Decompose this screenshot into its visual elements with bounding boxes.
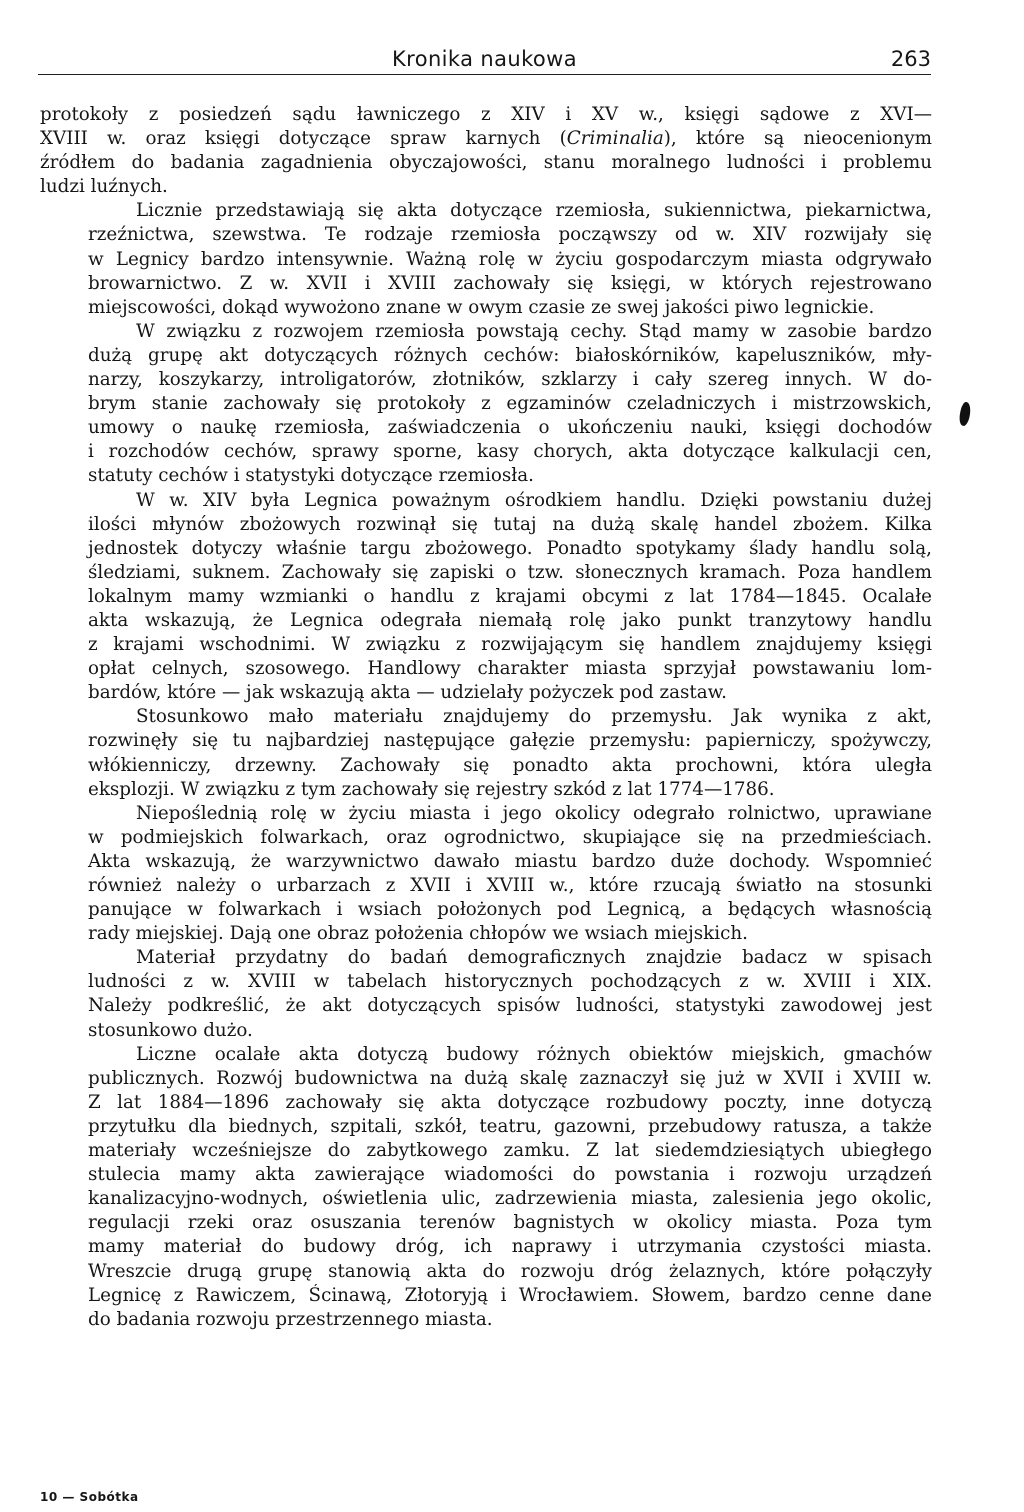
text-line: regulacji rzeki oraz osuszania terenów bagnistych w okolicy miasta. Poza tym [88,1212,932,1234]
paragraph [40,1043,932,1332]
text-line: Licznie przedstawiają się akta dotyczące rzemiosła, sukiennictwa, piekarnictwa, [136,200,932,222]
margin-ink-mark [958,401,973,427]
header-rule [38,74,931,75]
text-line: materiały wcześniejsze do zabytkowego zamku. Z lat siedemdziesiątych ubiegłego [88,1140,932,1162]
text-line: statuty cechów i statystyki dotyczące rzemiosła. [88,465,534,487]
paragraph [40,320,932,489]
paragraph [40,199,932,319]
text-line: opłat celnych, szosowego. Handlowy charakter miasta sprzyjał powstawaniu lom- [88,658,932,680]
text-line: lokalnym mamy wzmianki o handlu z krajami obcymi z lat 1784—1845. Ocalałe [88,585,932,607]
page-number: 263 [890,47,931,71]
text-line: rzeźnictwa, szewstwa. Te rodzaje rzemiosła począwszy od w. XIV rozwijały się [88,224,932,246]
text-line: jednostek dotyczy właśnie targu zbożowego. Ponadto spotykamy ślady handlu solą, [88,537,932,559]
text-line: Wreszcie drugą grupę stanowią akta do rozwoju dróg żelaznych, które połączyły [88,1260,932,1282]
text-line: Z lat 1884—1896 zachowały się akta dotyczące rozbudowy poczty, inne dotyczą [88,1091,932,1113]
text-line: akta wskazują, że Legnica odegrała niemałą rolę jako punkt tranzytowy handlu [88,609,932,631]
text-line: w Legnicy bardzo intensywnie. Ważną rolę w życiu gospodarczym miasta odgrywało [88,248,932,270]
text-line: ludzi luźnych. [40,176,168,198]
text-line: W w. XIV była Legnica poważnym ośrodkiem handlu. Dzięki powstaniu dużej [136,489,932,511]
text-line: protokoły z posiedzeń sądu ławniczego z XIV i XV w., księgi sądowe z XVI— [40,104,932,125]
running-title: Kronika naukowa [391,47,578,71]
text-line: śledziami, suknem. Zachowały się zapiski o tzw. słonecznych kramach. Poza handlem [88,561,932,583]
text-line: miejscowości, dokąd wywożono znane w owym czasie ze swej jakości piwo legnickie. [88,296,875,318]
text-line: Stosunkowo mało materiału znajdujemy do przemysłu. Jak wynika z akt, [136,706,932,728]
text-line: Niepoślednią rolę w życiu miasta i jego okolicy odegrało rolnictwo, uprawiane [136,802,932,824]
text-line: włókienniczy, drzewny. Zachowały się ponadto akta prochowni, która uległa [88,754,932,776]
text-line: eksplozji. W związku z tym zachowały się rejestry szkód z lat 1774—1786. [88,778,775,800]
text-line: również należy o urbarzach z XVII i XVIII w., które rzucają światło na stosunki [88,875,932,896]
text-line: rozwinęły się tu najbardziej następujące gałęzie przemysłu: papierniczy, spożywczy, [88,730,932,752]
signature-mark: 10 — Sobótka [40,1490,139,1504]
text-line: W związku z rozwojem rzemiosła powstają cechy. Stąd mamy w zasobie bardzo [136,320,932,342]
paragraph [40,802,932,947]
paragraph [40,489,932,706]
text-line: narzy, koszykarzy, introligatorów, złotników, szklarzy i cały szereg innych. W do- [88,369,932,391]
text-line: do badania rozwoju przestrzennego miasta. [88,1308,493,1330]
text-line: panujące w folwarkach i wsiach położonych pod Legnicą, a będących własnością [88,899,932,921]
text-line: browarnictwo. Z w. XVII i XVIII zachowały się księgi, w których rejestrowano [88,272,932,294]
text-line: stulecia mamy akta zawierające wiadomości do powstania i rozwoju urządzeń [88,1164,932,1186]
text-line: kanalizacyjno-wodnych, oświetlenia ulic, zadrzewienia miasta, zalesienia jego okolic, [88,1188,932,1210]
text-line: brym stanie zachowały się protokoły z egzaminów czeladniczych i mistrzowskich, [88,393,932,415]
text-line: Materiał przydatny do badań demograficznych znajdzie badacz w spisach [136,947,932,969]
latin-term: Criminalia [566,128,664,150]
paragraph [40,946,932,1042]
text-line: bardów, które — jak wskazują akta — udzielały pożyczek pod zastaw. [88,682,727,704]
text-line: dużą grupę akt dotyczących różnych cechów: białoskórników, kapeluszników, mły- [88,344,932,366]
text-line: stosunkowo dużo. [88,1019,253,1041]
text-line: Akta wskazują, że warzywnictwo dawało miastu bardzo duże dochody. Wspomnieć [88,850,932,872]
paragraph [40,705,932,801]
text-line: Legnicę z Rawiczem, Ścinawą, Złotoryją i Wrocławiem. Słowem, bardzo cenne dane [88,1284,932,1306]
text-line: ludności z w. XVIII w tabelach historycznych pochodzących z w. XVIII i XIX. [88,971,932,993]
text-line: ilości młynów zbożowych rozwinął się tutaj na dużą skalę handel zbożem. Kilka [88,513,932,535]
text-line: w podmiejskich folwarkach, oraz ogrodnictwo, skupiające się na przedmieściach. [88,826,932,848]
text-line: rady miejskiej. Dają one obraz położenia chłopów we wsiach miejskich. [88,923,748,945]
text-line: publicznych. Rozwój budownictwa na dużą skalę zaznaczył się już w XVII i XVIII w. [88,1067,932,1089]
text-line: XVIII w. oraz księgi dotyczące spraw karnych (Criminalia), które są nieocenionym [40,128,932,150]
text-line: przytułku dla biednych, szpitali, szkół, teatru, gazowni, przebudowy ratusza, a także [88,1115,932,1137]
text-line: mamy materiał do budowy dróg, ich naprawy i utrzymania czystości miasta. [88,1236,932,1258]
text-line: i rozchodów cechów, sprawy sporne, kasy chorych, akta dotyczące kalkulacji cen, [88,441,932,463]
text-line: z krajami wschodnimi. W związku z rozwijającym się handlem znajdujemy księgi [88,634,932,656]
text-line: źródłem do badania zagadnienia obyczajowości, stanu moralnego ludności i problemu [40,152,932,174]
running-header [38,46,931,76]
text-line: Liczne ocalałe akta dotyczą budowy różnych obiektów miejskich, gmachów [136,1043,932,1065]
paragraph [40,103,932,199]
article-body [40,103,932,1332]
text-line: umowy o naukę rzemiosła, zaświadczenia o ukończeniu nauki, księgi dochodów [88,417,932,439]
text-line: Należy podkreślić, że akt dotyczących spisów ludności, statystyki zawodowej jest [88,995,932,1017]
